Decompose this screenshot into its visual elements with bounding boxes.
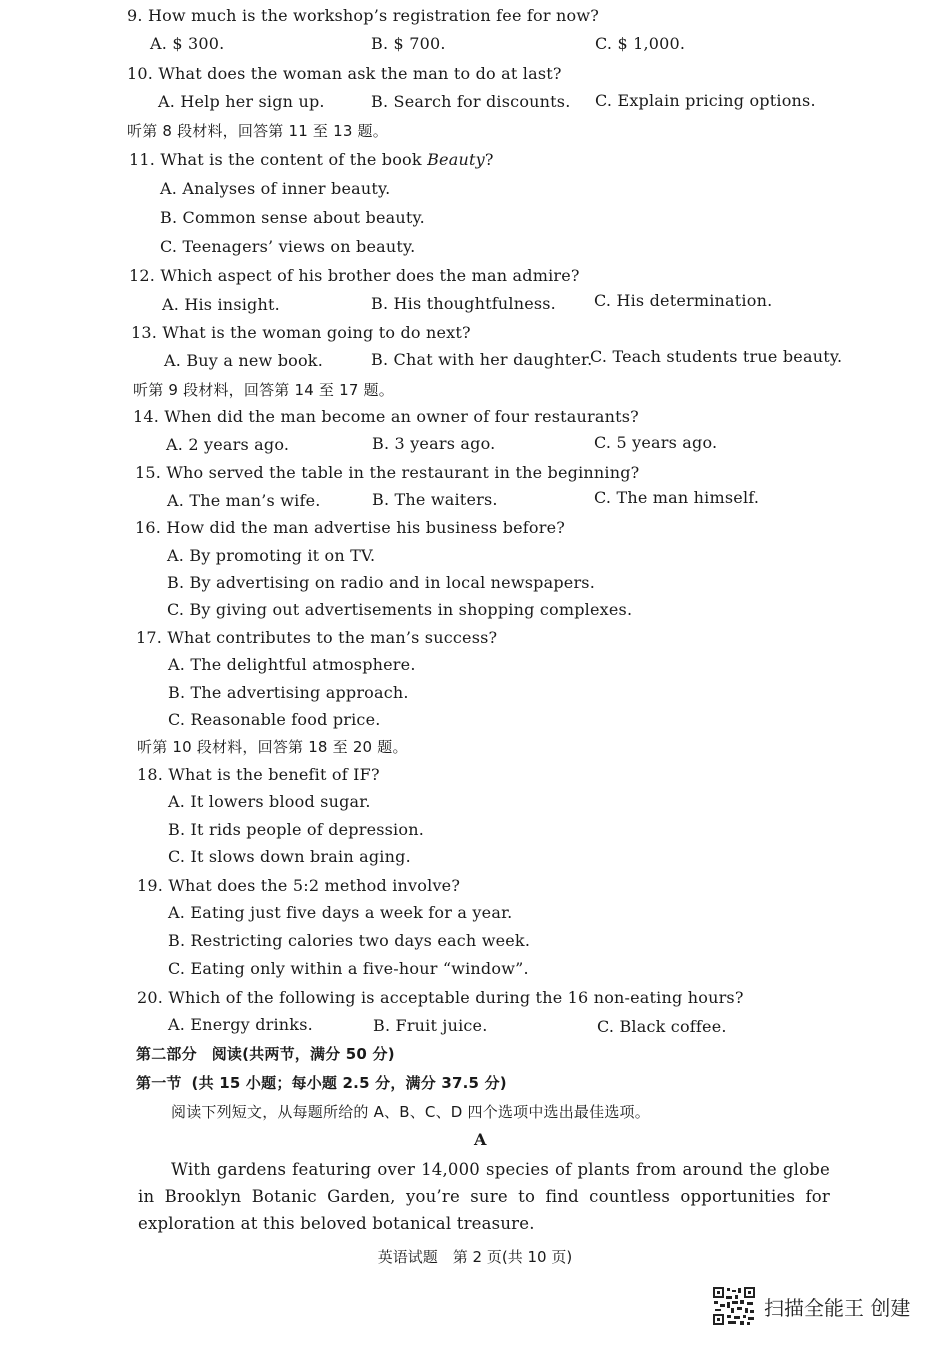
section-1-label: 第一节 [136,1074,182,1092]
q20-option-c: C. Black coffee. [597,1017,727,1036]
q11-option-c: C. Teenagers’ views on beauty. [160,237,416,256]
question-15: 15. Who served the table in the restaurant in the beginning? [135,463,640,482]
q14-option-a: A. 2 years ago. [166,435,290,454]
section-9-instruction: 听第 9 段材料，回答第 14 至 17 题。 [133,381,394,399]
question-18: 18. What is the benefit of IF? [137,765,380,784]
question-11 [129,150,494,170]
question-13: 13. What is the woman going to do next? [131,323,471,342]
passage-paragraph: With gardens featuring over 14,000 species of plants from around the globe in Brooklyn Botanic Garden, you’re sure to find countless opportunities for exploration at this beloved botanical treasure. [138,1160,830,1233]
q18-option-b: B. It rids people of depression. [168,820,425,839]
q20-option-b: B. Fruit juice. [373,1016,488,1035]
q19-option-a: A. Eating just five days a week for a year. [168,903,513,922]
q11-text: 11. What is the content of the book [129,150,428,169]
scanner-watermark: 扫描全能王 创建 [764,1296,911,1320]
q18-option-c: C. It slows down brain aging. [168,847,411,866]
q14-option-b: B. 3 years ago. [372,434,496,453]
q20-option-a: A. Energy drinks. [168,1015,313,1034]
passage-letter: A [474,1130,487,1149]
q11-question-mark: ? [484,150,494,169]
q13-option-a: A. Buy a new book. [164,351,323,370]
q12-option-c: C. His determination. [594,291,773,310]
reading-instruction: 阅读下列短文，从每题所给的 A、B、C、D 四个选项中选出最佳选项。 [171,1103,650,1121]
question-10: 10. What does the woman ask the man to do at last? [127,64,562,83]
q10-option-b: B. Search for discounts. [371,92,571,111]
q13-option-b: B. Chat with her daughter. [371,350,593,369]
qr-code-icon [712,1286,756,1326]
section-10-instruction: 听第 10 段材料，回答第 18 至 20 题。 [137,738,408,756]
q9-option-c: C. $ 1,000. [595,34,686,53]
question-9: 9. How much is the workshop’s registration fee for now? [127,6,600,25]
q10-option-c: C. Explain pricing options. [595,91,816,110]
question-17: 17. What contributes to the man’s success? [136,628,498,647]
q16-option-a: A. By promoting it on TV. [167,546,376,565]
q14-option-c: C. 5 years ago. [594,433,718,452]
q9-option-a: A. $ 300. [150,34,225,53]
q11-option-a: A. Analyses of inner beauty. [160,179,391,198]
part-2-heading [136,1044,395,1064]
q16-option-c: C. By giving out advertisements in shopping complexes. [167,600,633,619]
part-2-title: 阅读(共两节，满分 50 分) [211,1045,395,1063]
q9-option-b: B. $ 700. [371,34,446,53]
q15-option-a: A. The man’s wife. [167,491,321,510]
q19-option-b: B. Restricting calories two days each week. [168,931,531,950]
q17-option-c: C. Reasonable food price. [168,710,381,729]
section-1-title: (共 15 小题；每小题 2.5 分，满分 37.5 分) [191,1074,507,1092]
q17-option-b: B. The advertising approach. [168,683,409,702]
q13-option-c: C. Teach students true beauty. [590,347,843,366]
question-20: 20. Which of the following is acceptable during the 16 non-eating hours? [137,988,744,1007]
page-footer: 英语试题 第 2 页(共 10 页) [377,1248,573,1266]
q18-option-a: A. It lowers blood sugar. [168,792,371,811]
q15-option-c: C. The man himself. [594,488,760,507]
q15-option-b: B. The waiters. [372,490,498,509]
section-8-instruction: 听第 8 段材料，回答第 11 至 13 题。 [127,122,388,140]
q16-option-b: B. By advertising on radio and in local newspapers. [167,573,595,592]
q17-option-a: A. The delightful atmosphere. [168,655,416,674]
section-1-heading [136,1073,507,1093]
question-14: 14. When did the man become an owner of four restaurants? [133,407,639,426]
question-12: 12. Which aspect of his brother does the man admire? [129,266,580,285]
q10-option-a: A. Help her sign up. [158,92,325,111]
q19-option-c: C. Eating only within a five-hour “window”. [168,959,529,978]
question-19: 19. What does the 5:2 method involve? [137,876,461,895]
q12-option-b: B. His thoughtfulness. [371,294,556,313]
q11-book-title: Beauty [427,150,485,169]
question-16: 16. How did the man advertise his business before? [135,518,566,537]
q12-option-a: A. His insight. [162,295,280,314]
q11-option-b: B. Common sense about beauty. [160,208,425,227]
part-2-label: 第二部分 [136,1045,197,1063]
